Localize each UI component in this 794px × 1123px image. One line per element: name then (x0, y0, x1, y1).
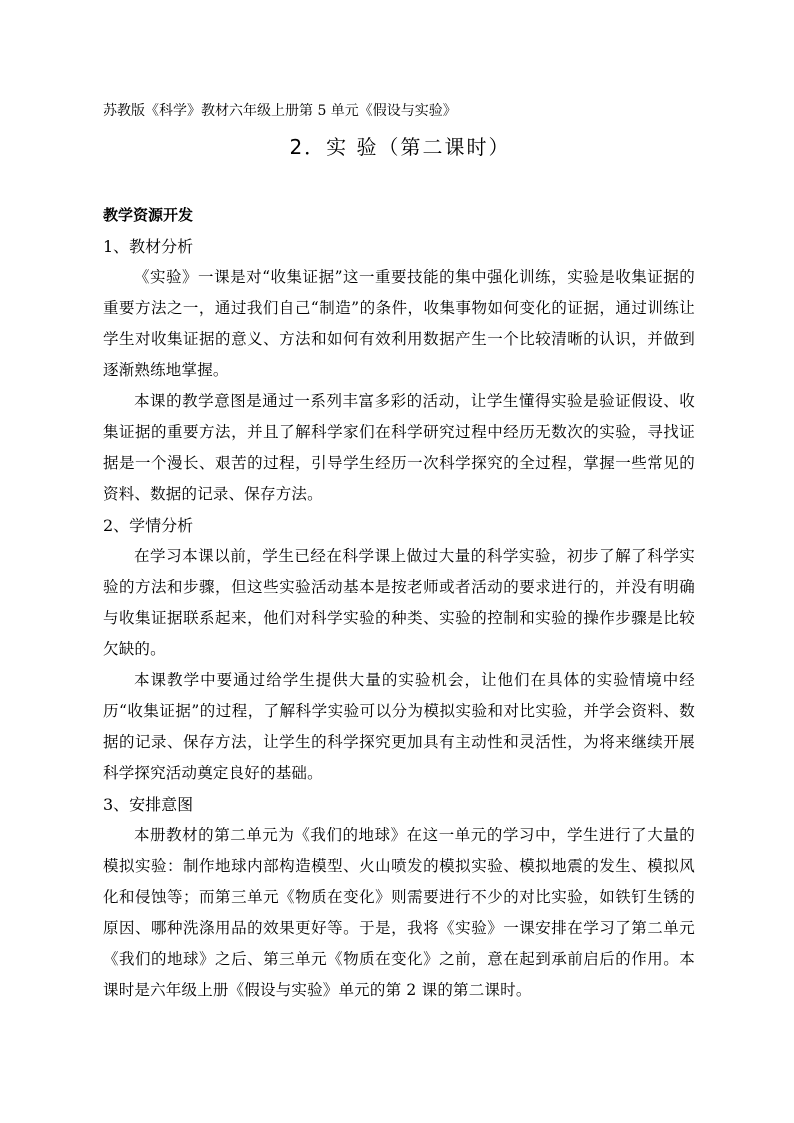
item-heading: 2、学情分析 (103, 516, 194, 535)
paragraph: 在学习本课以前，学生已经在科学课上做过大量的科学实验，初步了解了科学实验的方法和步骤，但这些实验活动基本是按老师或者活动的要求进行的，并没有明确与收集证据联系起来，他们对科学实验的种类、实验的控制和实验的操作步骤是比较欠缺的。 (103, 547, 695, 658)
section-arrangement-intent (103, 789, 695, 1006)
item-heading: 3、安排意图 (103, 795, 194, 814)
paragraph: 《实验》一课是对“收集证据”这一重要技能的集中强化训练，实验是收集证据的重要方法之一，通过我们自己“制造”的条件，收集事物如何变化的证据，通过训练让学生对收集证据的意义、方法和如何有效利用数据产生一个比较清晰的认识，并做到逐渐熟练地掌握。 (103, 268, 695, 379)
document-body (103, 200, 695, 1006)
section-textbook-analysis (103, 231, 695, 510)
paragraph: 本课的教学意图是通过一系列丰富多彩的活动，让学生懂得实验是验证假设、收集证据的重要方法，并且了解科学家们在科学研究过程中经历无数次的实验，寻找证据是一个漫长、艰苦的过程，引导学生经历一次科学探究的全过程，掌握一些常见的资料、数据的记录、保存方法。 (103, 392, 695, 503)
section-heading: 教学资源开发 (103, 206, 194, 224)
item-heading: 1、教材分析 (103, 237, 194, 256)
document-title: 2．实 验（第二课时） (289, 135, 511, 159)
paragraph: 本课教学中要通过给学生提供大量的实验机会，让他们在具体的实验情境中经历“收集证据”的过程，了解科学实验可以分为模拟实验和对比实验，并学会资料、数据的记录、保存方法，让学生的科学探究更加具有主动性和灵活性，为将来继续开展科学探究活动奠定良好的基础。 (103, 671, 695, 782)
document-subtitle: 苏教版《科学》教材六年级上册第 5 单元《假设与实验》 (103, 103, 457, 119)
paragraph: 本册教材的第二单元为《我们的地球》在这一单元的学习中，学生进行了大量的模拟实验：制作地球内部构造模型、火山喷发的模拟实验、模拟地震的发生、模拟风化和侵蚀等；而第三单元《物质在变化》则需要进行不少的对比实验，如铁钉生锈的原因、哪种洗涤用品的效果更好等。于是，我将《实验》一课安排在学习了第二单元《我们的地球》之后、第三单元《物质在变化》之前，意在起到承前启后的作用。本课时是六年级上册《假设与实验》单元的第 2 课的第二课时。 (103, 826, 695, 999)
section-student-analysis (103, 510, 695, 789)
